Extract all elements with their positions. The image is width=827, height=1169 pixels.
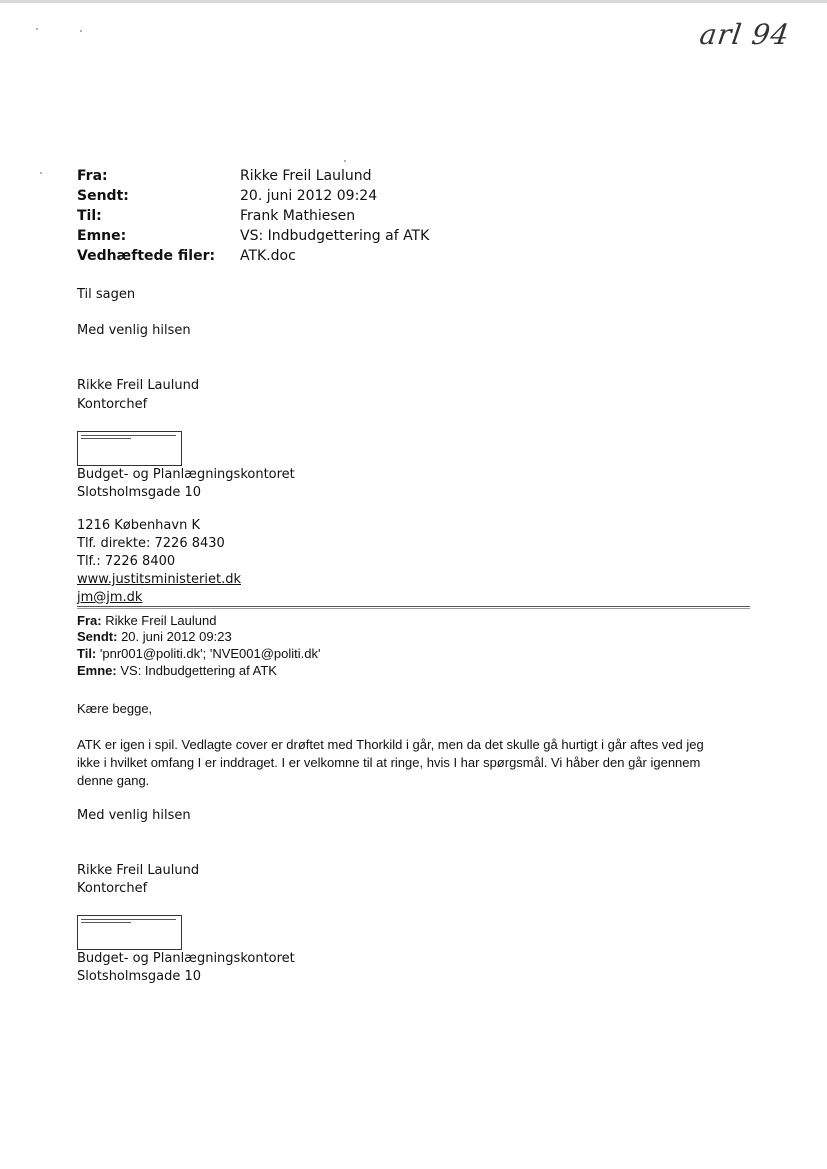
fwd-to-value: 'pnr001@politi.dk'; 'NVE001@politi.dk'	[99, 646, 321, 661]
message-line: Til sagen	[77, 287, 136, 302]
fwd-body-line: ATK er igen i spil. Vedlagte cover er drøftet med Thorkild i går, men da det skulle gå hurtigt i går aftes ved jeg	[77, 737, 704, 752]
fwd-signature-logo-image	[77, 915, 182, 950]
closing-greeting: Med venlig hilsen	[77, 323, 191, 338]
fwd-sent-line	[77, 629, 232, 644]
signature-office: Budget- og Planlægningskontoret	[77, 467, 295, 482]
fwd-signature-street: Slotsholmsgade 10	[77, 969, 202, 984]
fwd-from-label: Fra:	[77, 613, 102, 628]
signature-logo-image	[77, 431, 182, 466]
fwd-from-line	[77, 613, 216, 628]
fwd-signature-office: Budget- og Planlægningskontoret	[77, 951, 295, 966]
fwd-to-label: Til:	[77, 646, 97, 661]
fwd-subject-line	[77, 663, 277, 678]
fwd-subject-value: VS: Indbudgettering af ATK	[120, 663, 277, 678]
scan-speck	[80, 30, 82, 32]
fwd-subject-label: Emne:	[77, 663, 117, 678]
forward-divider	[77, 606, 750, 607]
signature-phone-direct: Tlf. direkte: 7226 8430	[77, 536, 225, 551]
sent-label: Sendt:	[77, 188, 129, 204]
scan-speck	[344, 160, 346, 162]
signature-title: Kontorchef	[77, 397, 148, 412]
fwd-sent-label: Sendt:	[77, 629, 118, 644]
scan-speck	[36, 28, 38, 30]
signature-phone: Tlf.: 7226 8400	[77, 554, 176, 569]
scan-top-edge	[0, 0, 827, 3]
fwd-from-value: Rikke Freil Laulund	[105, 613, 217, 628]
signature-city: 1216 København K	[77, 518, 200, 533]
attachments-label: Vedhæftede filer:	[77, 248, 216, 264]
fwd-body-line: denne gang.	[77, 773, 150, 788]
subject-value: VS: Indbudgettering af ATK	[240, 228, 430, 244]
from-label: Fra:	[77, 168, 108, 184]
fwd-salutation: Kære begge,	[77, 701, 153, 716]
fwd-to-line	[77, 646, 321, 661]
fwd-body-line: ikke i hvilket omfang I er inddraget. I er velkomne til at ringe, hvis I har spørgsmål. Vi håber den går igennem	[77, 755, 701, 770]
from-value: Rikke Freil Laulund	[240, 168, 372, 184]
forward-divider-shadow	[77, 608, 750, 609]
handwritten-page-mark: arl 94	[697, 18, 792, 51]
subject-label: Emne:	[77, 228, 127, 244]
attachment-file[interactable]: ATK.doc	[240, 248, 296, 264]
signature-website-link[interactable]: www.justitsministeriet.dk	[77, 572, 241, 587]
fwd-signature-title: Kontorchef	[77, 881, 148, 896]
fwd-sent-value: 20. juni 2012 09:23	[121, 629, 232, 644]
to-value: Frank Mathiesen	[240, 208, 356, 224]
signature-street: Slotsholmsgade 10	[77, 485, 202, 500]
to-label: Til:	[77, 208, 102, 224]
signature-email-link[interactable]: jm@jm.dk	[77, 590, 143, 605]
scan-speck	[40, 172, 42, 174]
signature-name: Rikke Freil Laulund	[77, 378, 200, 393]
fwd-closing-greeting: Med venlig hilsen	[77, 808, 191, 823]
fwd-signature-name: Rikke Freil Laulund	[77, 863, 200, 878]
sent-value: 20. juni 2012 09:24	[240, 188, 378, 204]
